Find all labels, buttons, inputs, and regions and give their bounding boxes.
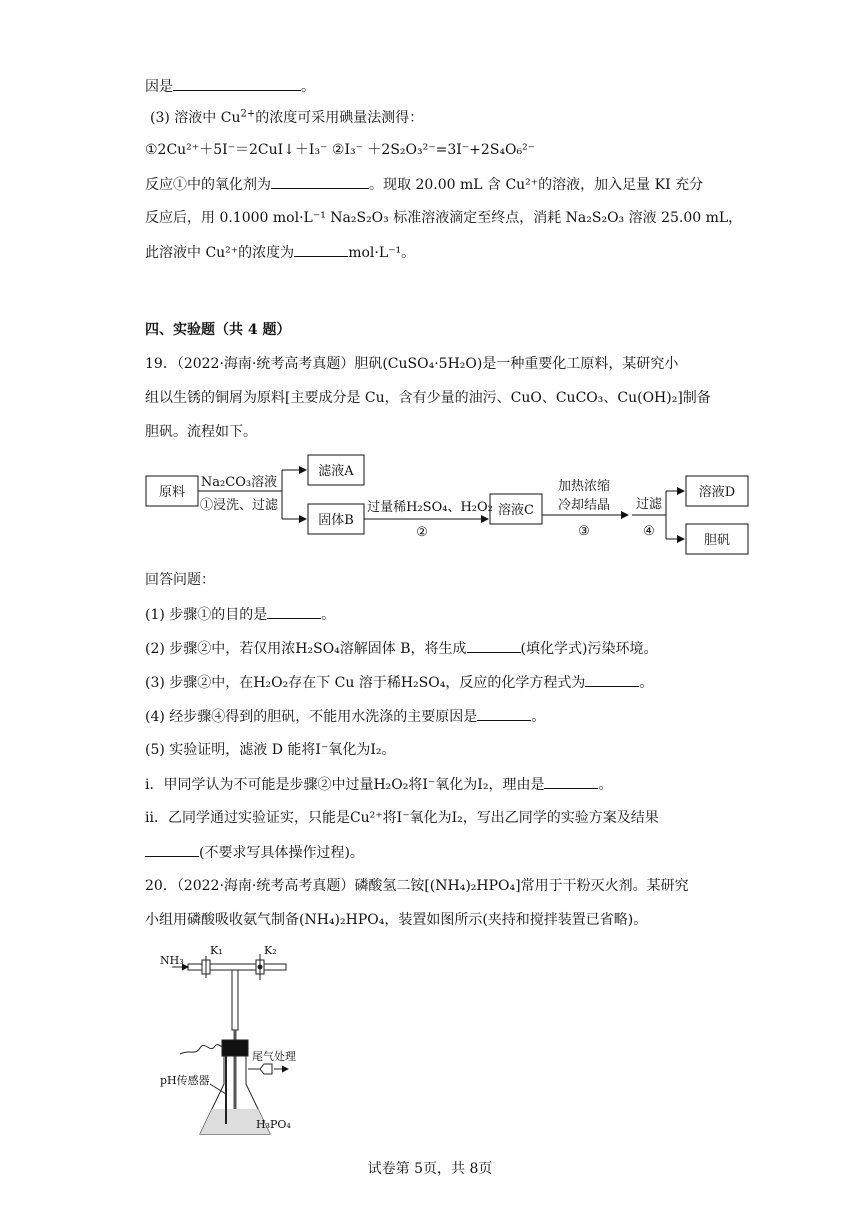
q19-stem-line-1: 19．（2022·海南·统考高考真题）胆矾(CuSO₄·5H₂O)是一种重要化工原料，某研究小	[145, 356, 679, 372]
prev-p2-line: 反应后，用 0.1000 mol·L⁻¹ Na₂S₂O₃ 标准溶液滴定至终点，消耗 Na₂S₂O₃ 溶液 25.00 mL，	[145, 210, 743, 226]
rubber-stopper	[222, 1040, 248, 1056]
q19-sub-1: (1) 步骤①的目的是 。	[145, 604, 335, 625]
apparatus-diagram	[160, 944, 330, 1144]
q19-stem-line-2: 组以生锈的铜屑为原料[主要成分是 Cu，含有少量的油污、CuO、CuCO₃、Cu(OH)₂]制备	[145, 390, 711, 406]
answer-blank[interactable]	[145, 842, 199, 857]
step1-operation: ①浸洗、过滤	[199, 498, 279, 513]
k1-label: K₁	[210, 944, 223, 957]
step2-number: ②	[416, 525, 428, 540]
step2-reagent: 过量稀H₂SO₄、H₂O₂	[367, 500, 493, 515]
product-label: 胆矾	[703, 533, 731, 548]
prev-p3-line: 此溶液中 Cu²⁺的浓度为 mol·L⁻¹。	[145, 242, 415, 263]
step4-operation: 过滤	[635, 497, 663, 512]
answer-blank[interactable]	[467, 638, 521, 653]
prev-p1-line: 反应①中的氧化剂为 。现取 20.00 mL 含 Cu²⁺的溶液，加入足量 KI 充分	[145, 174, 703, 195]
step3-operation-2: 冷却结晶	[557, 498, 611, 513]
q19-sub-5-ii: ⅱ．乙同学通过实验证实，只能是Cu²⁺将I⁻氧化为I₂，写出乙同学的实验方案及结果	[145, 810, 659, 826]
q20-stem-line-1: 20．（2022·海南·统考高考真题）磷酸氢二铵[(NH₄)₂HPO₄]常用于干粉灭火剂。某研究	[145, 878, 689, 894]
equation-line: ①2Cu²⁺＋5I⁻＝2CuI↓＋I₃⁻ ②I₃⁻ ＋2S₂O₃²⁻=3I⁻+2S₄O₆²⁻	[145, 142, 536, 158]
solution-c-label: 溶液C	[498, 503, 534, 518]
step1-reagent: Na₂CO₃溶液	[200, 475, 278, 490]
solution-d-label: 溶液D	[698, 485, 736, 500]
answer-blank[interactable]	[544, 774, 598, 789]
q19-sub-5-i: ⅰ．甲同学认为不可能是步骤②中过量H₂O₂将I⁻氧化为I₂，理由是 。	[145, 774, 612, 795]
k2-label: K₂	[264, 944, 277, 957]
step3-operation-1: 加热浓缩	[557, 479, 611, 494]
section-title: 四、实验题（共 4 题）	[145, 322, 291, 338]
q19-sub-5: (5) 实验证明，滤液 D 能将I⁻氧化为I₂。	[145, 742, 396, 758]
prev-q3-line: (3) 溶液中 $Cu^{2+}$的浓度可采用碘量法测得：	[150, 108, 424, 126]
answer-blank[interactable]	[267, 604, 321, 619]
step4-number: ④	[643, 524, 655, 539]
answer-blank[interactable]	[173, 76, 301, 91]
delivery-tube	[232, 970, 238, 1030]
sensor-cable	[180, 1045, 224, 1054]
q19-sub-4: (4) 经步骤④得到的胆矾，不能用水洗涤的主要原因是 。	[145, 706, 545, 727]
q19-sub-3: (3) 步骤②中，在H₂O₂存在下 Cu 溶于稀H₂SO₄，反应的化学方程式为 。	[145, 672, 653, 693]
tail-gas-outlet	[248, 1064, 272, 1074]
answer-blank[interactable]	[271, 174, 369, 189]
q19-sub-5-ii-cont: (不要求写具体操作过程)。	[145, 842, 364, 863]
tail-gas-label: 尾气处理	[252, 1050, 296, 1063]
nh3-label: NH₃	[160, 954, 184, 967]
ph-sensor-label: pH传感器	[160, 1074, 210, 1087]
raw-material-label: 原料	[158, 485, 186, 500]
answer-intro: 回答问题：	[145, 572, 215, 588]
answer-blank[interactable]	[585, 672, 639, 687]
solid-b-label: 固体B	[318, 513, 354, 528]
answer-blank[interactable]	[477, 706, 531, 721]
q19-stem-line-3: 胆矾。流程如下。	[145, 424, 257, 440]
q20-stem-line-2: 小组用磷酸吸收氨气制备(NH₄)₂HPO₄，装置如图所示(夹持和搅拌装置已省略)。	[145, 912, 648, 928]
answer-blank[interactable]	[294, 242, 348, 257]
filtrate-a-label: 滤液A	[318, 464, 354, 479]
page-footer: 试卷第 5页，共 8页	[367, 1161, 493, 1177]
h3po4-label: H₃PO₄	[256, 1118, 291, 1131]
prev-reason-line: 因是 。	[145, 76, 315, 97]
flow-diagram	[140, 452, 760, 562]
step3-number: ③	[578, 524, 590, 539]
q19-sub-2: (2) 步骤②中，若仅用浓H₂SO₄溶解固体 B，将生成 (填化学式)污染环境。	[145, 638, 657, 659]
